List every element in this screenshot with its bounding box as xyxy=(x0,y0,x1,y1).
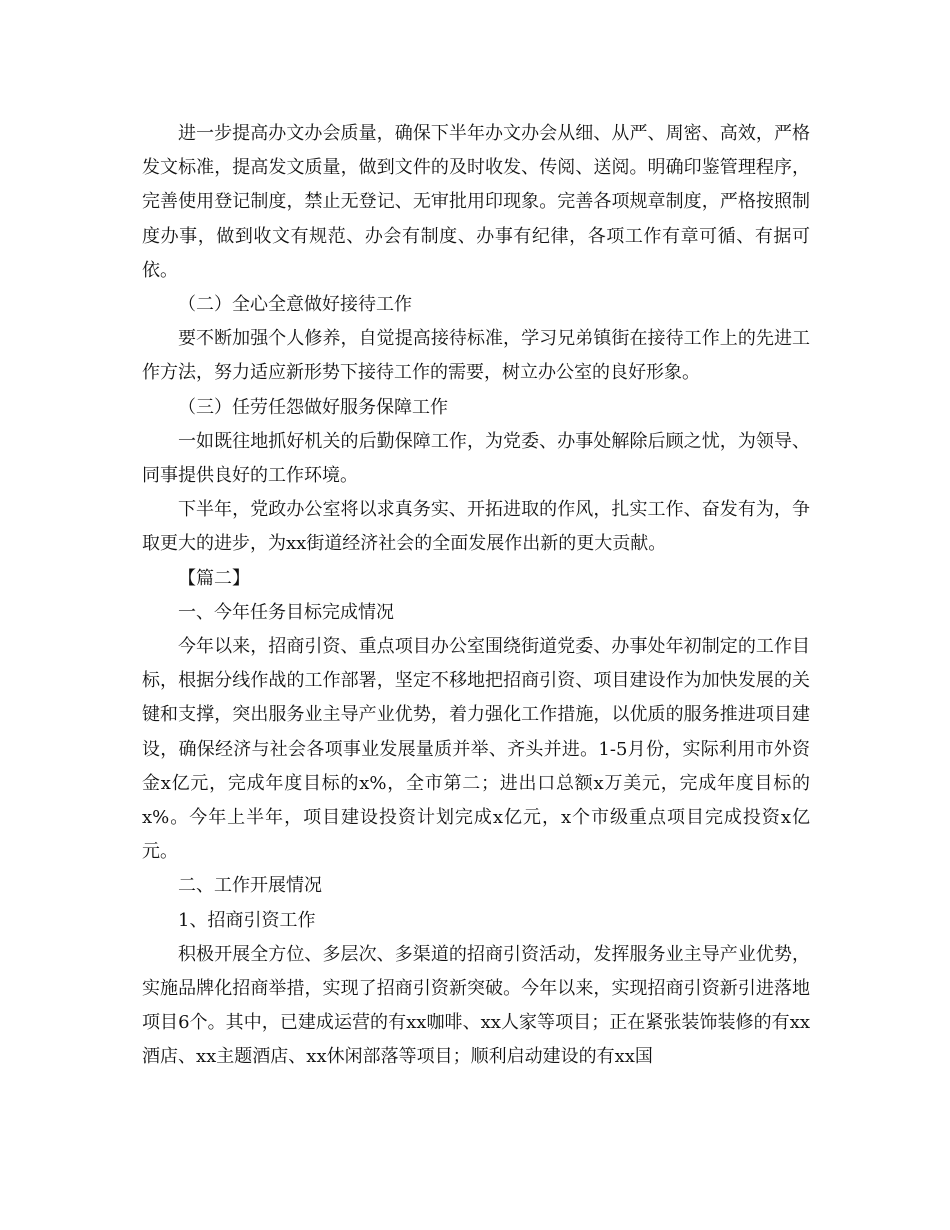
paragraph-reception: 要不断加强个人修养，自觉提高接待标准，学习兄弟镇街在接待工作上的先进工作方法，努力适应新形势下接待工作的需要，树立办公室的良好形象。 xyxy=(142,328,810,384)
section-heading-targets: 一、今年任务目标完成情况 xyxy=(178,601,394,623)
paragraph-investment: 积极开展全方位、多层次、多渠道的招商引资活动，发挥服务业主导产业优势，实施品牌化招商举措，实现了招商引资新突破。今年以来，实现招商引资新引进落地项目6个。其中，已建成运营的有xx咖啡、xx人家等项目；正在紧张装饰装修的有xx酒店、xx主题酒店、xx休闲部落等项目；顺利启动建设的有xx国 xyxy=(142,943,810,1068)
document-body xyxy=(142,117,810,1075)
part-two-heading: 【篇二】 xyxy=(178,567,250,589)
paragraph-service: 一如既往地抓好机关的后勤保障工作，为党委、办事处解除后顾之忧，为领导、同事提供良好的工作环境。 xyxy=(142,430,810,487)
paragraph-second-half: 下半年，党政办公室将以求真务实、开拓进取的作风，扎实工作、奋发有为，争取更大的进步，为xx街道经济社会的全面发展作出新的更大贡献。 xyxy=(142,499,810,555)
section-heading-service: （三）任劳任怨做好服务保障工作 xyxy=(178,396,448,418)
paragraph-office-work: 进一步提高办文办会质量，确保下半年办文办会从细、从严、周密、高效，严格发文标准，提高发文质量，做到文件的及时收发、传阅、送阅。明确印鉴管理程序，完善使用登记制度，禁止无登记、无审批用印现象。完善各项规章制度，严格按照制度办事，做到收文有规范、办会有制度、办事有纪律，各项工作有章可循、有据可依。 xyxy=(142,123,810,281)
section-heading-reception: （二）全心全意做好接待工作 xyxy=(178,294,412,316)
subsection-heading-investment: 1、招商引资工作 xyxy=(178,909,316,931)
section-heading-work: 二、工作开展情况 xyxy=(178,875,322,897)
paragraph-targets: 今年以来，招商引资、重点项目办公室围绕街道党委、办事处年初制定的工作目标，根据分线作战的工作部署，坚定不移地把招商引资、项目建设作为加快发展的关键和支撑，突出服务业主导产业优势，着力强化工作措施，以优质的服务推进项目建设，确保经济与社会各项事业发展量质并举、齐头并进。1-5月份，实际利用市外资金x亿元，完成年度目标的x%，全市第二；进出口总额x万美元，完成年度目标的x%。今年上半年，项目建设投资计划完成x亿元，x个市级重点项目完成投资x亿元。 xyxy=(142,636,810,863)
